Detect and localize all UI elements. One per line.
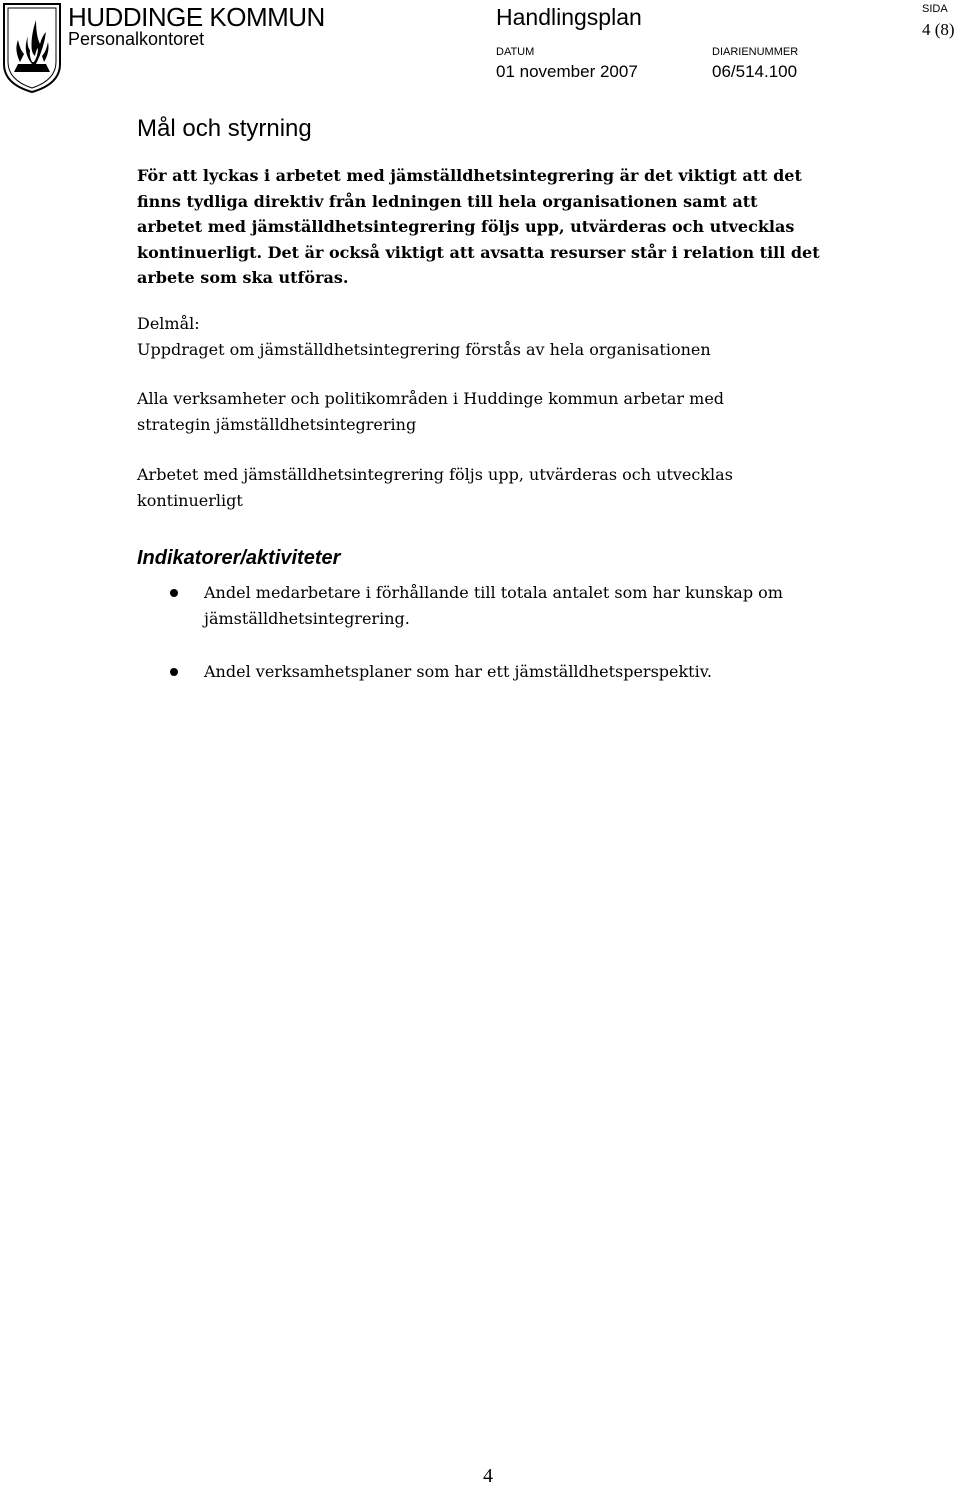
list-item-line: jämställdhetsintegrering. <box>204 608 410 628</box>
indicator-list <box>170 580 870 685</box>
date-value: 01 november 2007 <box>496 62 638 81</box>
paragraph-line: Arbetet med jämställdhetsintegrering följs upp, utvärderas och utvecklas <box>137 465 733 484</box>
organization-name: HUDDINGE KOMMUN <box>68 2 325 32</box>
list-item <box>170 580 870 631</box>
paragraph-verksamheter <box>137 386 857 437</box>
intro-paragraph <box>137 163 857 291</box>
intro-line: arbetet med jämställdhetsintegrering följs upp, utvärderas och utvecklas <box>137 217 795 237</box>
paragraph-line: strategin jämställdhetsintegrering <box>137 414 417 434</box>
diary-number-label: DIARIENUMMER <box>712 46 799 58</box>
indicators-heading: Indikatorer/aktiviteter <box>137 547 341 569</box>
list-item-line: Andel verksamhetsplaner som har ett jämställdhetsperspektiv. <box>204 662 712 682</box>
diary-number-value: 06/514.100 <box>712 62 798 81</box>
footer-page-number: 4 <box>483 1465 493 1487</box>
intro-line: kontinuerligt. Det är också viktigt att avsatta resurser står i relation till det <box>137 242 820 262</box>
page-indicator: 4 (8) <box>922 20 955 39</box>
huddinge-logo-icon <box>2 2 62 94</box>
list-item-line: Andel medarbetare i förhållande till totala antalet som har kunskap om <box>204 583 783 602</box>
intro-line: För att lyckas i arbetet med jämställdhetsintegrering är det viktigt att det <box>137 166 802 185</box>
page-label: SIDA <box>922 3 948 15</box>
document-type: Handlingsplan <box>496 4 642 30</box>
subgoal-text: Uppdraget om jämställdhetsintegrering förstås av hela organisationen <box>137 339 711 359</box>
list-item <box>170 659 870 685</box>
intro-line: finns tydliga direktiv från ledningen till hela organisationen samt att <box>137 191 758 211</box>
paragraph-uppfoljning <box>137 462 857 513</box>
paragraph-line: Alla verksamheter och politikområden i Huddinge kommun arbetar med <box>137 389 725 408</box>
subgoal-label: Delmål: <box>137 314 200 333</box>
department-name: Personalkontoret <box>68 29 205 49</box>
paragraph-line: kontinuerligt <box>137 490 243 510</box>
subgoal-block <box>137 311 857 362</box>
intro-line: arbete som ska utföras. <box>137 268 349 288</box>
date-label: DATUM <box>496 46 535 58</box>
section-heading: Mål och styrning <box>137 115 312 142</box>
